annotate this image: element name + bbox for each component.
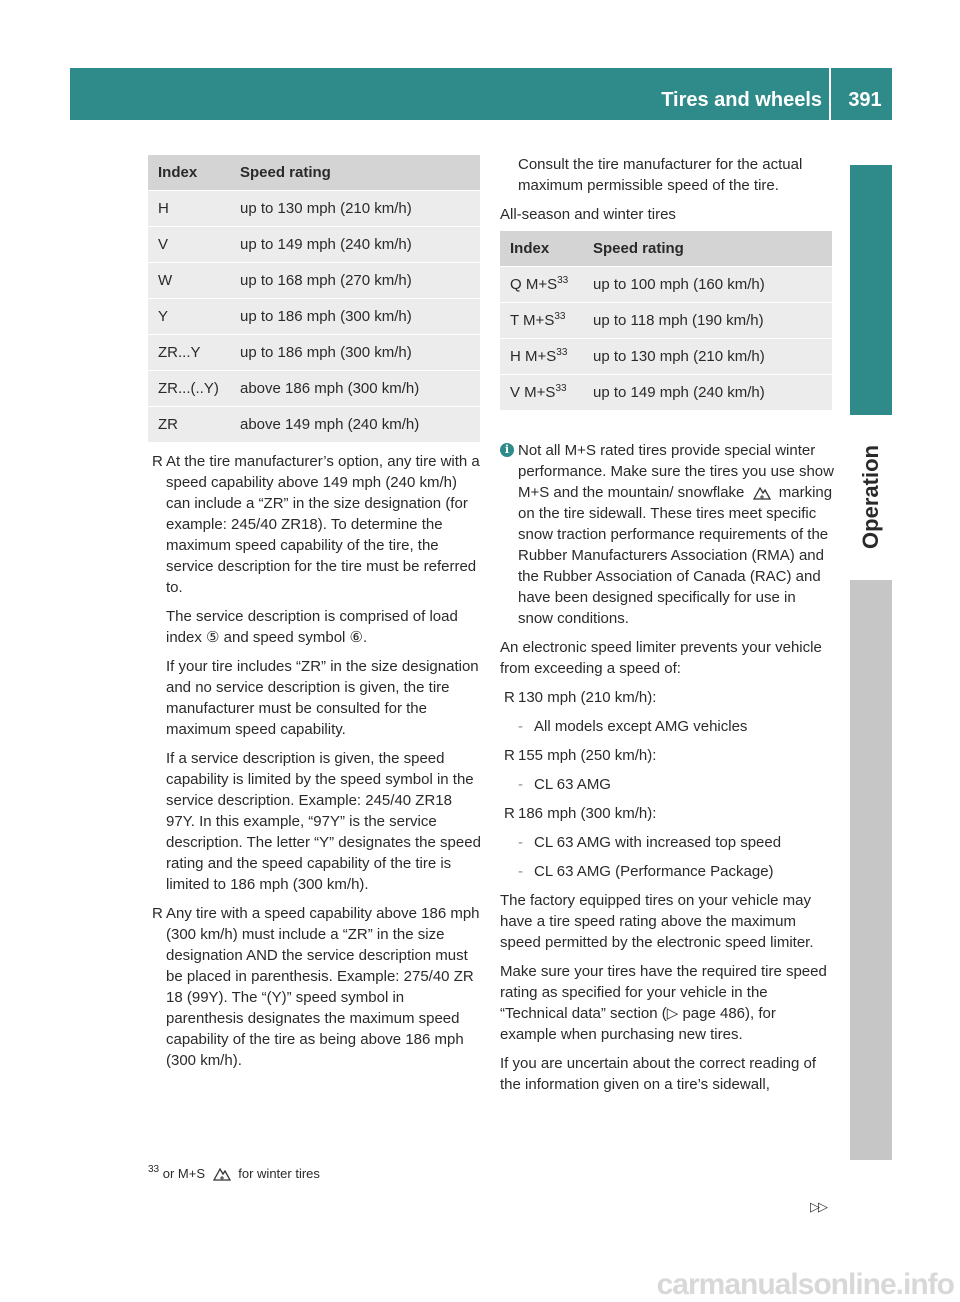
table-cell: V [148, 227, 230, 263]
table-cell: ZR [148, 407, 230, 443]
right-column-lower [500, 440, 834, 1103]
bullet-item [148, 451, 482, 895]
table-row [148, 227, 480, 263]
limit-subitem: - CL 63 AMG (Performance Package) [518, 863, 774, 880]
side-tab-strip [850, 580, 892, 1160]
table-cell: H $M+S^{33}$ [500, 339, 583, 375]
winter-tire-speed-table [500, 231, 832, 411]
table-row [148, 371, 480, 407]
mountain-snowflake-icon [753, 484, 771, 500]
paragraph: At the tire manufacturer’s option, any tire with a speed capability above 149 mph (240 km/h) can include a “ZR” in the size designation (for example: 245/40 ZR18). To determine the maximum speed capability of the tire, the service description for the tire must be referred to. [166, 453, 480, 596]
table-cell: Y [148, 299, 230, 335]
info-icon: i [500, 443, 514, 457]
table-cell: V $M+S^{33}$ [500, 375, 583, 411]
table-row [500, 303, 832, 339]
bullet-mark: R [152, 453, 163, 470]
continued-marker: ▷▷ [810, 1199, 826, 1214]
table-cell: T $M+S^{33}$ [500, 303, 583, 339]
paragraph: The service description is comprised of load index ⑤ and speed symbol ⑥. [166, 608, 458, 646]
column-header: Index [500, 231, 583, 267]
watermark: carmanualsonline.info [656, 1268, 954, 1301]
paragraph: If your tire includes “ZR” in the size designation and no service description is given, the tire manufacturer must be consulted for the maximum speed capability. [166, 658, 479, 738]
side-tab-label: Operation [858, 445, 883, 549]
table-cell: up to 186 mph (300 km/h) [230, 299, 480, 335]
table-cell: up to 118 mph (190 km/h) [583, 303, 832, 339]
table-row [148, 335, 480, 371]
limit-item [500, 687, 834, 708]
limit-item [500, 803, 834, 824]
left-column-text [148, 451, 482, 1079]
table-cell: up to 100 mph (160 km/h) [583, 267, 832, 303]
limit-subitem: - All models except AMG vehicles [518, 718, 748, 735]
table-cell: up to 130 mph (210 km/h) [583, 339, 832, 375]
limit-subitem: - CL 63 AMG with increased top speed [518, 834, 782, 851]
bullet-mark: R [152, 905, 163, 922]
table-row [500, 339, 832, 375]
limit-label: 130 mph (210 km/h): [518, 689, 657, 706]
paragraph: If you are uncertain about the correct reading of the information given on a tire’s sidewall, [500, 1055, 817, 1093]
paragraph: Any tire with a speed capability above 186 mph (300 km/h) must include a “ZR” in the size designation AND the service description must be placed in parenthesis. Example: 275/40 ZR 18 (99Y). The “(Y)” speed symbol in parenthesis designates the maximum speed capability of the tire as being above 186 mph (300 km/h). [166, 905, 480, 1069]
table-row [148, 263, 480, 299]
limit-label: 186 mph (300 km/h): [518, 805, 657, 822]
header-separator [829, 68, 831, 120]
paragraph: An electronic speed limiter prevents your vehicle from exceeding a speed of: [500, 639, 822, 677]
table-cell: up to 149 mph (240 km/h) [583, 375, 832, 411]
speed-rating-table [148, 155, 480, 443]
column-header: Index [148, 155, 230, 191]
table-cell: up to 149 mph (240 km/h) [230, 227, 480, 263]
page-number: 391 [848, 89, 882, 111]
table-row [148, 191, 480, 227]
table-row [500, 267, 832, 303]
paragraph: Consult the tire manufacturer for the actual maximum permissible speed of the tire. [518, 156, 803, 194]
right-column-text [500, 154, 834, 233]
paragraph: If a service description is given, the speed capability is limited by the speed symbol in the service description. Example: 245/40 ZR18 97Y. In this example, “97Y” is the service description. The letter “Y” designates the speed rating and the speed capability of the tire is limited to 186 mph (300 km/h). [166, 750, 481, 893]
table-header-row [500, 231, 832, 267]
table-cell: W [148, 263, 230, 299]
mountain-snowflake-icon [213, 1165, 231, 1181]
paragraph: Make sure your tires have the required tire speed rating as specified for your vehicle in the “Technical data” section (▷ page 486), for example when purchasing new tires. [500, 963, 827, 1043]
subheading: All-season and winter tires [500, 206, 676, 223]
table-row [500, 375, 832, 411]
paragraph: Not all M+S rated tires provide special winter performance. Make sure the tires you use show M+S and the mountain/ snowflake marking on the tire sidewall. These tires meet specific snow traction performance requirements of the Rubber Manufacturers Association (RMA) and the Rubber Association of Canada (RAC) and have been designed specifically for use in snow conditions. [518, 442, 834, 627]
table-cell: above 186 mph (300 km/h) [230, 371, 480, 407]
table-row [148, 407, 480, 443]
section-title: Tires and wheels [661, 89, 822, 111]
table-header-row [148, 155, 480, 191]
info-note [500, 440, 834, 629]
table-cell: Q $M+S^{33}$ [500, 267, 583, 303]
bullet-mark: R [504, 747, 515, 764]
table-cell: ZR...Y [148, 335, 230, 371]
bullet-item [148, 903, 482, 1071]
side-tab-marker [850, 165, 892, 415]
table-cell: up to 186 mph (300 km/h) [230, 335, 480, 371]
table-cell: above 149 mph (240 km/h) [230, 407, 480, 443]
footnote: $^{33}$ or M+S for winter tires [148, 1164, 320, 1181]
column-header: Speed rating [583, 231, 832, 267]
table-cell: up to 168 mph (270 km/h) [230, 263, 480, 299]
limit-item [500, 745, 834, 766]
column-header: Speed rating [230, 155, 480, 191]
table-cell: up to 130 mph (210 km/h) [230, 191, 480, 227]
paragraph: The factory equipped tires on your vehicle may have a tire speed rating above the maximum speed permitted by the electronic speed limiter. [500, 892, 814, 951]
limit-label: 155 mph (250 km/h): [518, 747, 657, 764]
table-row [148, 299, 480, 335]
table-cell: ZR...(..Y) [148, 371, 230, 407]
limit-subitem: - CL 63 AMG [518, 776, 611, 793]
page-ref-arrow: ▷ [666, 1005, 679, 1022]
bullet-mark: R [504, 805, 515, 822]
table-cell: H [148, 191, 230, 227]
bullet-mark: R [504, 689, 515, 706]
